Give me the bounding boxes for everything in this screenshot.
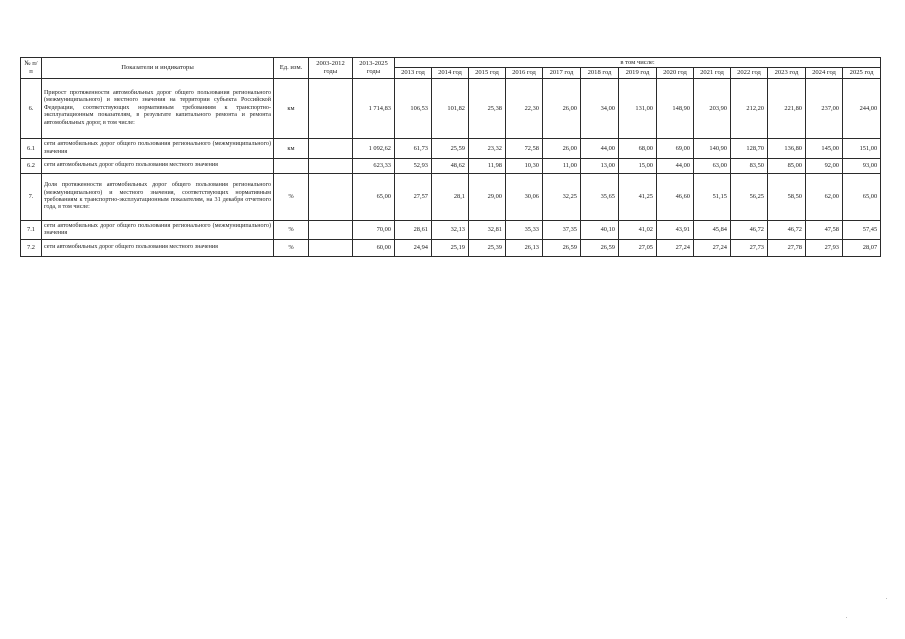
header-num: № п/п	[21, 58, 42, 79]
row-year-value: 15,00	[619, 159, 657, 174]
row-year-value: 46,72	[731, 221, 768, 240]
row-year-value: 27,93	[806, 240, 843, 257]
row-period-2003-2012	[309, 221, 353, 240]
row-year-value: 11,00	[543, 159, 581, 174]
row-year-value: 27,05	[619, 240, 657, 257]
row-indicator: сети автомобильных дорог общего пользования местного значения	[42, 240, 274, 257]
row-year-value: 22,30	[506, 79, 543, 139]
row-year-value: 61,73	[395, 139, 432, 159]
row-period-2013-2025: 623,33	[353, 159, 395, 174]
row-year-value: 244,00	[843, 79, 881, 139]
header-period-2013-2025: 2013-2025 годы	[353, 58, 395, 79]
table-header	[21, 58, 881, 79]
row-period-2013-2025: 65,00	[353, 174, 395, 221]
row-year-value: 28,1	[432, 174, 469, 221]
row-year-value: 58,50	[768, 174, 806, 221]
row-period-2003-2012	[309, 240, 353, 257]
row-year-value: 63,00	[694, 159, 731, 174]
row-year-value: 25,39	[469, 240, 506, 257]
row-year-value: 131,00	[619, 79, 657, 139]
row-year-value: 26,00	[543, 139, 581, 159]
row-number: 7.1	[21, 221, 42, 240]
row-year-value: 37,35	[543, 221, 581, 240]
row-year-value: 11,98	[469, 159, 506, 174]
row-year-value: 47,58	[806, 221, 843, 240]
row-unit: %	[274, 240, 309, 257]
row-year-value: 46,72	[768, 221, 806, 240]
row-year-value: 26,59	[581, 240, 619, 257]
row-unit: %	[274, 221, 309, 240]
header-year: 2016 год	[506, 68, 543, 79]
row-year-value: 27,73	[731, 240, 768, 257]
table-row	[21, 139, 881, 159]
table-row	[21, 79, 881, 139]
row-year-value: 56,25	[731, 174, 768, 221]
row-year-value: 23,32	[469, 139, 506, 159]
row-year-value: 92,00	[806, 159, 843, 174]
row-year-value: 28,07	[843, 240, 881, 257]
row-period-2013-2025: 70,00	[353, 221, 395, 240]
row-number: 6.1	[21, 139, 42, 159]
document-sheet	[20, 57, 880, 257]
header-year: 2017 год	[543, 68, 581, 79]
row-year-value: 52,93	[395, 159, 432, 174]
row-unit: км	[274, 139, 309, 159]
row-unit	[274, 159, 309, 174]
row-unit: %	[274, 174, 309, 221]
row-year-value: 221,80	[768, 79, 806, 139]
row-year-value: 212,20	[731, 79, 768, 139]
row-period-2003-2012	[309, 79, 353, 139]
row-year-value: 30,06	[506, 174, 543, 221]
row-year-value: 43,91	[657, 221, 694, 240]
header-year: 2014 год	[432, 68, 469, 79]
row-unit: км	[274, 79, 309, 139]
header-year: 2015 год	[469, 68, 506, 79]
row-year-value: 34,00	[581, 79, 619, 139]
header-year: 2023 год	[768, 68, 806, 79]
header-year: 2022 год	[731, 68, 768, 79]
row-year-value: 148,90	[657, 79, 694, 139]
row-year-value: 27,78	[768, 240, 806, 257]
table-row	[21, 221, 881, 240]
row-year-value: 101,82	[432, 79, 469, 139]
row-year-value: 48,62	[432, 159, 469, 174]
row-year-value: 145,00	[806, 139, 843, 159]
row-year-value: 27,24	[657, 240, 694, 257]
row-indicator: сети автомобильных дорог общего пользования регионального (межмуниципального) значения	[42, 139, 274, 159]
header-year: 2019 год	[619, 68, 657, 79]
row-year-value: 32,13	[432, 221, 469, 240]
row-period-2003-2012	[309, 139, 353, 159]
row-year-value: 93,00	[843, 159, 881, 174]
scan-speck	[886, 598, 887, 599]
row-year-value: 83,50	[731, 159, 768, 174]
row-year-value: 44,00	[657, 159, 694, 174]
header-year: 2020 год	[657, 68, 694, 79]
header-year: 2021 год	[694, 68, 731, 79]
row-year-value: 41,02	[619, 221, 657, 240]
row-indicator: Доля протяженности автомобильных дорог общего пользования регионального (межмуниципального) и местного значения, соответствующих нормативным требованиям к транспортно-эксплуатационным показателям, на 31 декабря отчетного года, в том числе:	[42, 174, 274, 221]
scan-speck	[846, 617, 847, 618]
row-year-value: 25,38	[469, 79, 506, 139]
row-year-value: 32,81	[469, 221, 506, 240]
row-period-2013-2025: 1 714,83	[353, 79, 395, 139]
row-number: 7.	[21, 174, 42, 221]
row-year-value: 26,00	[543, 79, 581, 139]
row-year-value: 57,45	[843, 221, 881, 240]
row-year-value: 13,00	[581, 159, 619, 174]
row-year-value: 24,94	[395, 240, 432, 257]
row-year-value: 41,25	[619, 174, 657, 221]
row-year-value: 35,33	[506, 221, 543, 240]
row-year-value: 51,15	[694, 174, 731, 221]
row-year-value: 25,59	[432, 139, 469, 159]
row-indicator: сети автомобильных дорог общего пользования регионального (межмуниципального) значения	[42, 221, 274, 240]
header-year: 2025 год	[843, 68, 881, 79]
header-year: 2013 год	[395, 68, 432, 79]
row-period-2003-2012	[309, 159, 353, 174]
row-year-value: 26,13	[506, 240, 543, 257]
row-period-2013-2025: 60,00	[353, 240, 395, 257]
row-year-value: 140,90	[694, 139, 731, 159]
row-year-value: 45,84	[694, 221, 731, 240]
row-year-value: 237,00	[806, 79, 843, 139]
row-year-value: 27,24	[694, 240, 731, 257]
table-row	[21, 240, 881, 257]
header-period-2003-2012: 2003-2012 годы	[309, 58, 353, 79]
row-year-value: 128,70	[731, 139, 768, 159]
table-row	[21, 159, 881, 174]
row-year-value: 46,60	[657, 174, 694, 221]
row-year-value: 136,80	[768, 139, 806, 159]
table-body	[21, 79, 881, 257]
row-year-value: 28,61	[395, 221, 432, 240]
header-unit: Ед. изм.	[274, 58, 309, 79]
row-year-value: 27,57	[395, 174, 432, 221]
row-year-value: 10,30	[506, 159, 543, 174]
row-indicator: Прирост протяженности автомобильных дорог общего пользования регионального (межмуниципального) и местного значения на территории субъекта Российской Федерации, соответствующих нормативным требованиям к транспортно-эксплуатационным показателям, в результате капитального ремонта и ремонта автомобильных дорог, в том числе:	[42, 79, 274, 139]
row-year-value: 35,65	[581, 174, 619, 221]
row-year-value: 62,00	[806, 174, 843, 221]
row-number: 6.2	[21, 159, 42, 174]
row-year-value: 85,00	[768, 159, 806, 174]
row-year-value: 68,00	[619, 139, 657, 159]
row-year-value: 65,00	[843, 174, 881, 221]
row-year-value: 203,90	[694, 79, 731, 139]
header-including: в том числе:	[395, 58, 881, 68]
row-period-2013-2025: 1 092,62	[353, 139, 395, 159]
header-year: 2018 год	[581, 68, 619, 79]
row-year-value: 29,00	[469, 174, 506, 221]
table-row	[21, 174, 881, 221]
header-year: 2024 год	[806, 68, 843, 79]
indicators-table	[20, 57, 881, 257]
row-number: 7.2	[21, 240, 42, 257]
row-period-2003-2012	[309, 174, 353, 221]
row-year-value: 69,00	[657, 139, 694, 159]
row-number: 6.	[21, 79, 42, 139]
row-year-value: 26,59	[543, 240, 581, 257]
row-year-value: 32,25	[543, 174, 581, 221]
row-year-value: 25,19	[432, 240, 469, 257]
row-year-value: 40,10	[581, 221, 619, 240]
header-indicator: Показатели и индикаторы	[42, 58, 274, 79]
row-year-value: 106,53	[395, 79, 432, 139]
row-indicator: сети автомобильных дорог общего пользования местного значения	[42, 159, 274, 174]
row-year-value: 151,00	[843, 139, 881, 159]
row-year-value: 44,00	[581, 139, 619, 159]
row-year-value: 72,58	[506, 139, 543, 159]
